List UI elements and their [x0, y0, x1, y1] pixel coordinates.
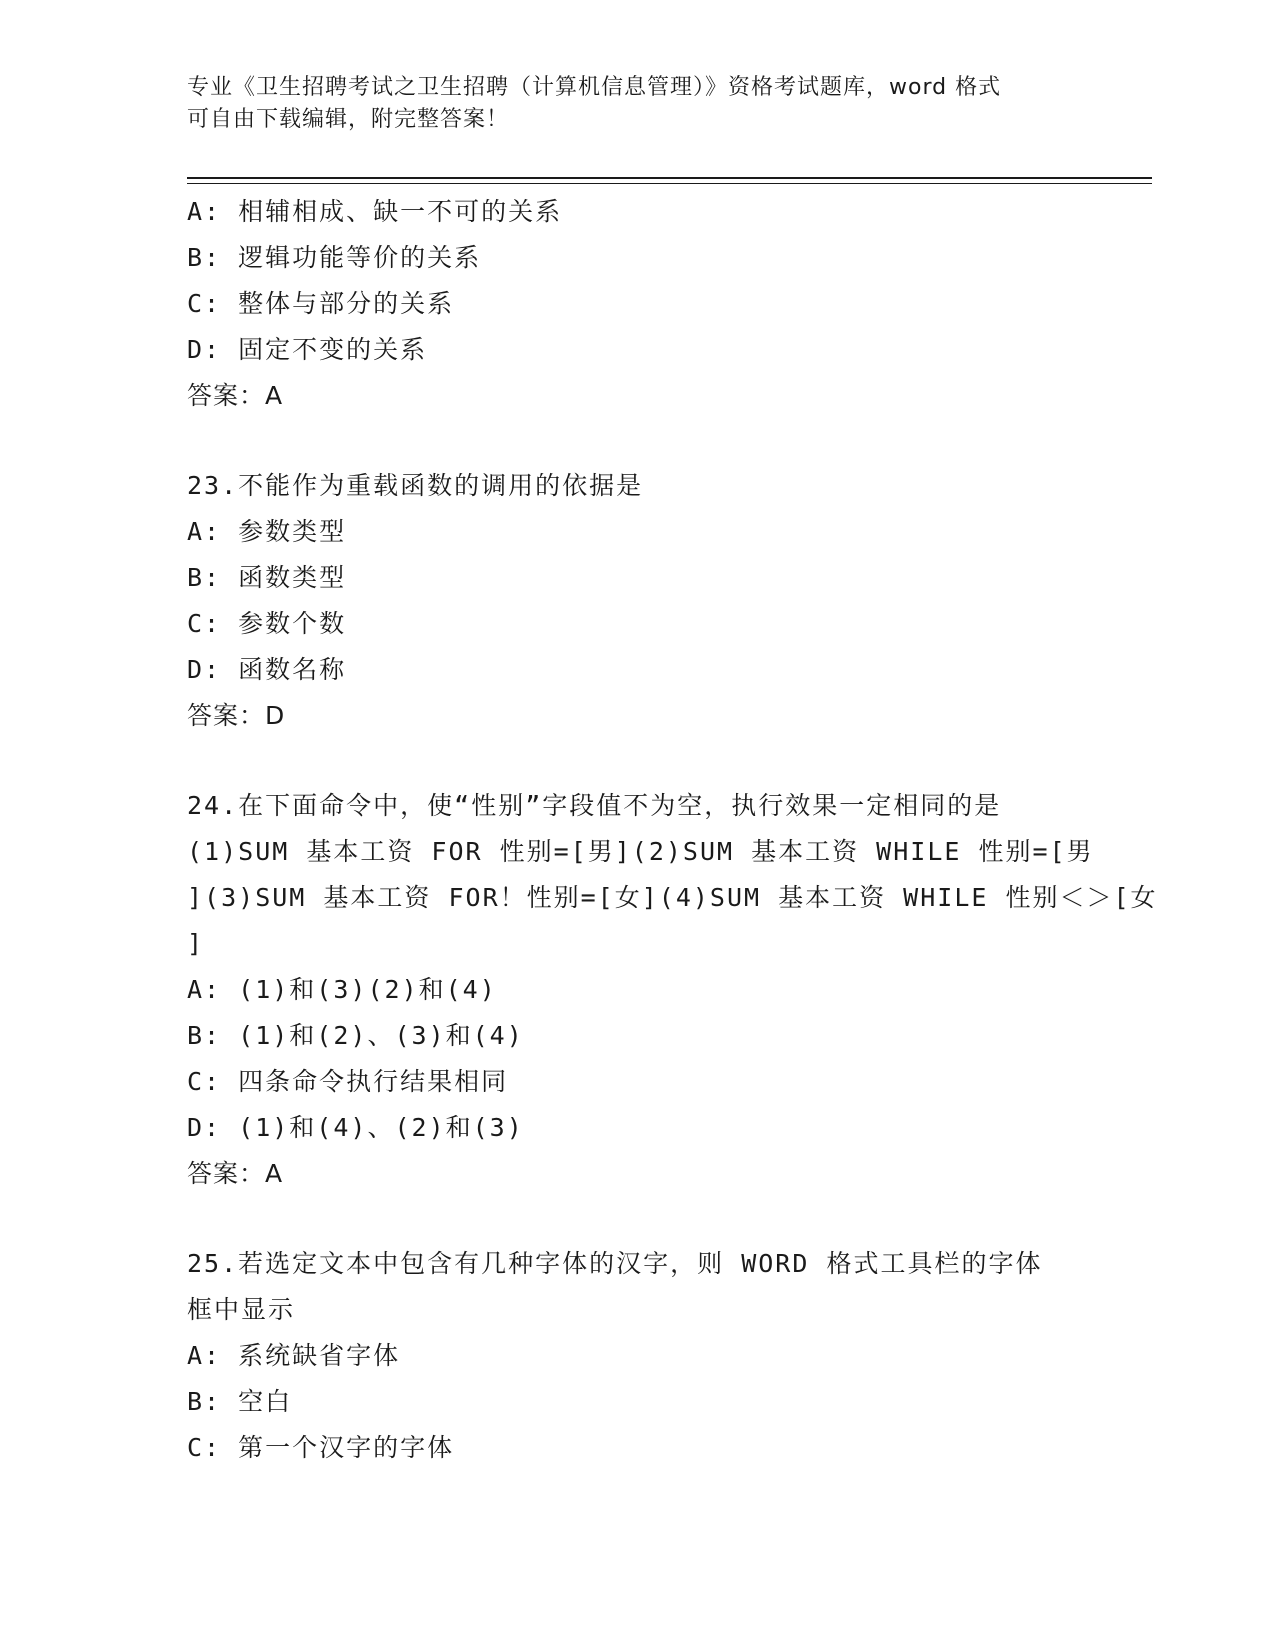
- question-stem: 24.在下面命令中，使“性别”字段值不为空，执行效果一定相同的是: [187, 791, 1002, 820]
- option-b: B: 逻辑功能等价的关系: [187, 243, 482, 272]
- question-22: [187, 189, 1087, 419]
- option-d: D: 固定不变的关系: [187, 335, 428, 364]
- question-stem: 23.不能作为重载函数的调用的依据是: [187, 471, 644, 500]
- spacer: [187, 419, 1087, 463]
- question-list: [187, 189, 1158, 1471]
- answer: 答案：A: [187, 381, 284, 410]
- option-c: C: 整体与部分的关系: [187, 289, 455, 318]
- answer: 答案：A: [187, 1159, 284, 1188]
- question-stem: ](3)SUM 基本工资 FOR！性别=[女](4)SUM 基本工资 WHILE 性别＜＞[女: [187, 883, 1158, 912]
- question-24: [187, 783, 1158, 1197]
- option-a: A: 相辅相成、缺一不可的关系: [187, 197, 563, 226]
- option-c: C: 第一个汉字的字体: [187, 1433, 455, 1462]
- option-b: B: 函数类型: [187, 563, 347, 592]
- option-b: B: 空白: [187, 1387, 293, 1416]
- option-a: A: 参数类型: [187, 517, 347, 546]
- question-23: [187, 463, 1087, 739]
- spacer: [187, 739, 1087, 783]
- question-stem: (1)SUM 基本工资 FOR 性别=[男](2)SUM 基本工资 WHILE 性别=[男: [187, 837, 1094, 866]
- question-25: [187, 1241, 1087, 1471]
- question-stem: 25.若选定文本中包含有几种字体的汉字，则 WORD 格式工具栏的字体: [187, 1249, 1043, 1278]
- option-c: C: 参数个数: [187, 609, 347, 638]
- option-a: A: (1)和(3)(2)和(4): [187, 975, 497, 1004]
- header-line-2: 可自由下载编辑，附完整答案！: [187, 107, 510, 132]
- spacer: [187, 1197, 1087, 1241]
- header-rule-thick: [187, 177, 1152, 179]
- option-c: C: 四条命令执行结果相同: [187, 1067, 509, 1096]
- option-d: D: 函数名称: [187, 655, 347, 684]
- header-line-1: 专业《卫生招聘考试之卫生招聘（计算机信息管理）》资格考试题库，word 格式: [187, 75, 1002, 100]
- header-rule-thin: [187, 183, 1152, 184]
- option-b: B: (1)和(2)、(3)和(4): [187, 1021, 524, 1050]
- answer: 答案：D: [187, 701, 286, 730]
- document-header: [187, 72, 1087, 136]
- question-stem: 框中显示: [187, 1295, 296, 1324]
- question-stem: ]: [187, 929, 205, 958]
- option-d: D: (1)和(4)、(2)和(3): [187, 1113, 524, 1142]
- option-a: A: 系统缺省字体: [187, 1341, 401, 1370]
